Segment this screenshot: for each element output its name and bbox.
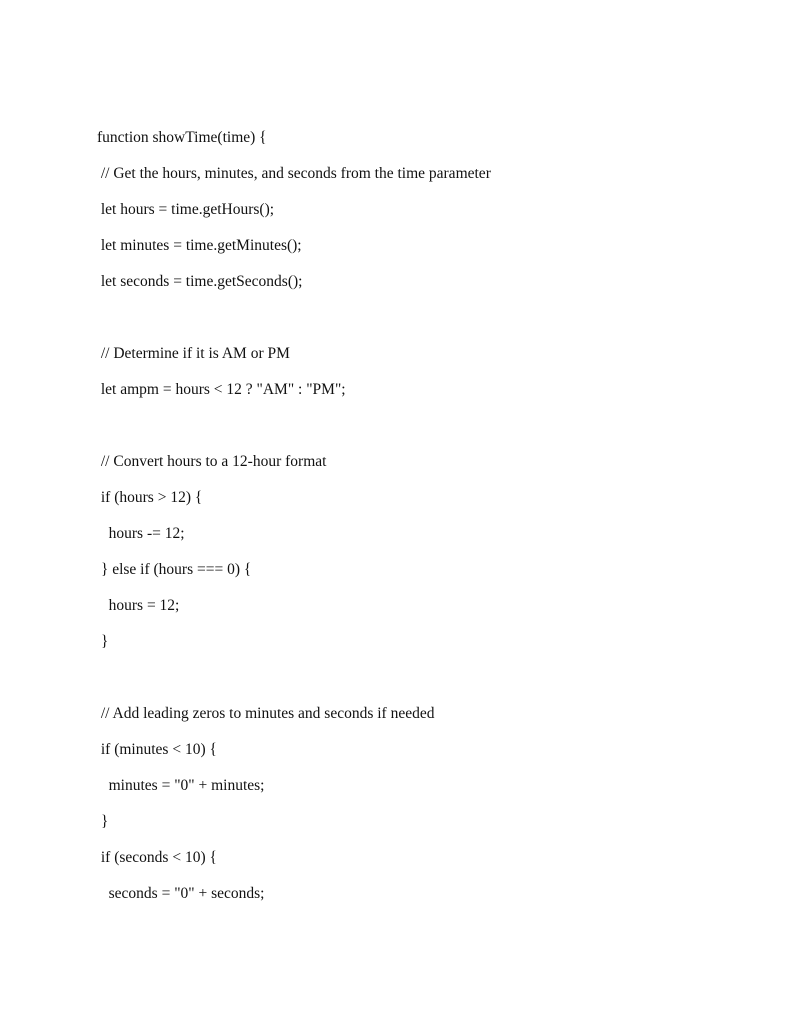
code-line-comment-leading-zeros: // Add leading zeros to minutes and seconds if needed [97,705,435,722]
code-line-blank [97,308,757,344]
code-line-minutes-assignment: let minutes = time.getMinutes(); [97,237,302,254]
code-line-if-minutes-less: if (minutes < 10) { [97,741,217,758]
code-line-blank [97,668,757,704]
code-line-close-brace: } [97,633,109,650]
code-line-seconds-pad: seconds = "0" + seconds; [97,885,265,902]
code-line-else-if-hours-zero: } else if (hours === 0) { [97,561,252,578]
code-line-hours-subtract: hours -= 12; [97,525,185,542]
code-line-hours-set-12: hours = 12; [97,597,180,614]
code-line-comment-get-time-parts: // Get the hours, minutes, and seconds from the time parameter [97,165,491,182]
code-line-comment-12-hour: // Convert hours to a 12-hour format [97,453,327,470]
code-line-function-declaration: function showTime(time) { [97,129,267,146]
code-line-blank [97,416,757,452]
code-line-comment-am-pm: // Determine if it is AM or PM [97,345,290,362]
code-line-minutes-pad: minutes = "0" + minutes; [97,777,265,794]
code-line-if-hours-greater: if (hours > 12) { [97,489,203,506]
code-line-hours-assignment: let hours = time.getHours(); [97,201,275,218]
code-line-seconds-assignment: let seconds = time.getSeconds(); [97,273,303,290]
code-line-if-seconds-less: if (seconds < 10) { [97,849,217,866]
code-line-ampm-assignment: let ampm = hours < 12 ? "AM" : "PM"; [97,381,346,398]
code-block [97,128,757,920]
code-line-close-brace: } [97,813,109,830]
